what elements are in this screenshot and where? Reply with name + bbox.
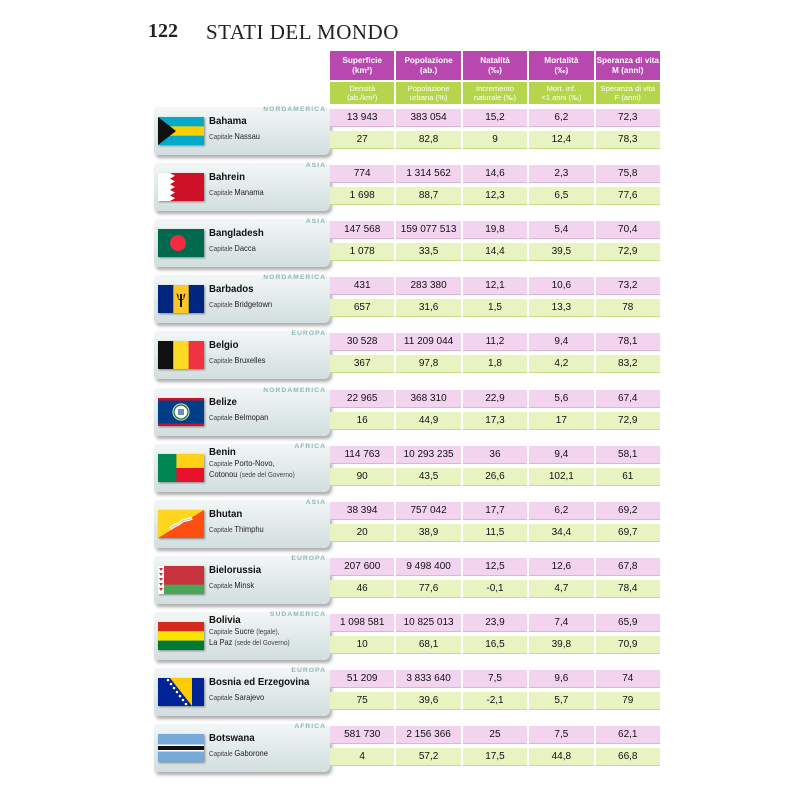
data-row-primary xyxy=(330,221,660,239)
country-capital xyxy=(209,300,272,311)
header-speranza-m: Speranza di vita M (anni) xyxy=(596,51,660,80)
botswana-flag xyxy=(158,734,204,762)
capital-name: Belmopan xyxy=(234,412,269,422)
belgium-flag xyxy=(158,341,204,369)
cell-popolazione-urbana: 43,5 xyxy=(396,468,460,486)
country-entry-bhutan xyxy=(148,500,663,548)
country-capital xyxy=(209,693,264,704)
cell-superficie: 38 394 xyxy=(330,502,394,520)
country-capital xyxy=(209,525,264,536)
country-name: Bosnia ed Erzegovina xyxy=(209,676,310,688)
data-row-primary xyxy=(330,277,660,295)
cell-popolazione-urbana: 88,7 xyxy=(396,187,460,205)
cell-popolazione-urbana: 33,5 xyxy=(396,243,460,261)
continent-label: SUDAMERICA xyxy=(269,610,326,618)
cell-popolazione-urbana: 82,8 xyxy=(396,131,460,149)
capital-name: Bruxelles xyxy=(234,356,266,366)
cell-natalita: 14,6 xyxy=(463,165,527,183)
country-name-box xyxy=(154,219,330,267)
country-name: Belize xyxy=(209,395,237,408)
country-data xyxy=(330,165,660,205)
cell-popolazione-urbana: 97,8 xyxy=(396,355,460,373)
cell-popolazione: 9 498 400 xyxy=(396,558,460,576)
capital-prefix: Capitale xyxy=(209,628,235,636)
country-capital xyxy=(209,459,295,481)
cell-incremento-naturale: 1,5 xyxy=(463,299,527,317)
cell-incremento-naturale: 16,5 xyxy=(463,636,527,654)
cell-mortalita-infantile: 39,5 xyxy=(529,243,593,261)
capital-prefix: Capitale xyxy=(209,246,235,254)
cell-incremento-naturale: 17,5 xyxy=(463,748,527,766)
country-name: Bhutan xyxy=(209,507,243,520)
cell-popolazione: 283 380 xyxy=(396,277,460,295)
cell-superficie: 114 763 xyxy=(330,446,394,464)
country-data xyxy=(330,558,660,598)
cell-speranza-f: 78 xyxy=(596,299,660,317)
country-name-box xyxy=(154,612,330,660)
country-data xyxy=(330,726,660,766)
page-title: STATI DEL MONDO xyxy=(206,20,399,44)
country-name: Bielorussia xyxy=(209,563,262,576)
cell-mortalita-infantile: 12,4 xyxy=(529,131,593,149)
cell-mortalita: 12,6 xyxy=(529,558,593,576)
country-name-box xyxy=(154,500,330,548)
country-entry-botswana xyxy=(148,724,663,772)
cell-incremento-naturale: -0,1 xyxy=(463,580,527,598)
cell-speranza-f: 69,7 xyxy=(596,524,660,542)
cell-popolazione: 159 077 513 xyxy=(396,221,460,239)
country-name: Benin xyxy=(209,445,236,458)
cell-speranza-m: 78,1 xyxy=(596,333,660,351)
cell-incremento-naturale: 26,6 xyxy=(463,468,527,486)
country-data xyxy=(330,614,660,654)
benin-flag xyxy=(158,454,204,482)
cell-popolazione: 383 054 xyxy=(396,109,460,127)
cell-popolazione: 10 825 013 xyxy=(396,614,460,632)
capital-prefix: Capitale xyxy=(209,695,235,702)
cell-densita: 1 078 xyxy=(330,243,394,261)
cell-natalita: 23,9 xyxy=(463,614,527,632)
cell-mortalita: 9,4 xyxy=(529,446,593,464)
cell-mortalita-infantile: 39,8 xyxy=(529,636,593,654)
cell-densita: 90 xyxy=(330,468,394,486)
capital-prefix: Capitale xyxy=(209,302,235,310)
capital-note-secondary: (sede del Governo) xyxy=(234,639,290,647)
cell-densita: 20 xyxy=(330,524,394,542)
continent-label: ASIA xyxy=(305,162,326,170)
capital-name: Minsk xyxy=(234,580,255,590)
header-row-primary xyxy=(330,51,660,80)
cell-densita: 16 xyxy=(330,412,394,430)
capital-name: Bridgetown xyxy=(234,300,273,310)
country-entry-bahrein xyxy=(148,163,663,211)
data-row-secondary xyxy=(330,187,660,205)
header-popolazione: Popolazione (ab.) xyxy=(396,51,460,80)
cell-natalita: 12,5 xyxy=(463,558,527,576)
cell-popolazione: 757 042 xyxy=(396,502,460,520)
cell-superficie: 207 600 xyxy=(330,558,394,576)
cell-speranza-m: 72,3 xyxy=(596,109,660,127)
capital-name-secondary: Cotonou xyxy=(209,469,238,479)
header-incremento-naturale: Incremento naturale (‰) xyxy=(463,82,527,104)
cell-mortalita: 6,2 xyxy=(529,502,593,520)
cell-natalita: 11,2 xyxy=(463,333,527,351)
country-entry-bangladesh xyxy=(148,219,663,267)
cell-mortalita-infantile: 44,8 xyxy=(529,748,593,766)
cell-speranza-m: 67,8 xyxy=(596,558,660,576)
country-capital xyxy=(209,627,290,649)
data-row-secondary xyxy=(330,243,660,261)
cell-popolazione: 10 293 235 xyxy=(396,446,460,464)
country-capital xyxy=(209,749,268,760)
cell-mortalita-infantile: 4,7 xyxy=(529,580,593,598)
cell-natalita: 12,1 xyxy=(463,277,527,295)
country-entry-barbados xyxy=(148,275,663,323)
cell-densita: 10 xyxy=(330,636,394,654)
country-entry-bosnia-ed-erzegovina xyxy=(148,668,663,716)
cell-popolazione-urbana: 39,6 xyxy=(396,692,460,710)
data-row-primary xyxy=(330,558,660,576)
country-entry-bahama xyxy=(148,107,663,155)
continent-label: AFRICA xyxy=(294,723,326,731)
cell-speranza-m: 74 xyxy=(596,670,660,688)
cell-superficie: 51 209 xyxy=(330,670,394,688)
cell-mortalita: 5,4 xyxy=(529,221,593,239)
header-popolazione-urbana: Popolazione urbana (%) xyxy=(396,82,460,104)
continent-label: NORDAMERICA xyxy=(263,386,326,394)
cell-incremento-naturale: 11,5 xyxy=(463,524,527,542)
cell-superficie: 431 xyxy=(330,277,394,295)
country-name-box xyxy=(154,444,330,492)
country-data xyxy=(330,670,660,710)
country-capital xyxy=(209,244,256,255)
belarus-flag xyxy=(158,566,204,594)
continent-label: EUROPA xyxy=(291,554,326,562)
cell-incremento-naturale: 17,3 xyxy=(463,412,527,430)
barbados-flag xyxy=(158,285,204,313)
cell-natalita: 22,9 xyxy=(463,390,527,408)
country-name-box xyxy=(154,275,330,323)
header-mortalita-infantile: Mort. inf. <1 anni (‰) xyxy=(529,82,593,104)
cell-speranza-f: 70,9 xyxy=(596,636,660,654)
cell-natalita: 36 xyxy=(463,446,527,464)
data-row-secondary xyxy=(330,468,660,486)
country-capital xyxy=(209,132,260,143)
country-name: Bangladesh xyxy=(209,227,264,240)
bhutan-flag xyxy=(158,510,204,538)
country-capital xyxy=(209,356,265,367)
cell-superficie: 13 943 xyxy=(330,109,394,127)
cell-speranza-f: 77,6 xyxy=(596,187,660,205)
cell-mortalita-infantile: 102,1 xyxy=(529,468,593,486)
cell-mortalita: 10,6 xyxy=(529,277,593,295)
bahamas-flag xyxy=(158,117,204,145)
data-row-secondary xyxy=(330,580,660,598)
header-natalita: Natalità (‰) xyxy=(463,51,527,80)
bangladesh-flag xyxy=(158,229,204,257)
cell-mortalita: 9,6 xyxy=(529,670,593,688)
cell-densita: 657 xyxy=(330,299,394,317)
cell-popolazione-urbana: 57,2 xyxy=(396,748,460,766)
cell-speranza-f: 78,4 xyxy=(596,580,660,598)
cell-mortalita-infantile: 5,7 xyxy=(529,692,593,710)
capital-prefix: Capitale xyxy=(209,358,235,366)
country-data xyxy=(330,333,660,373)
country-name-box xyxy=(154,163,330,211)
continent-label: ASIA xyxy=(305,218,326,226)
continent-label: EUROPA xyxy=(291,330,326,338)
country-name: Bahama xyxy=(209,115,247,127)
cell-superficie: 581 730 xyxy=(330,726,394,744)
cell-speranza-f: 72,9 xyxy=(596,243,660,261)
capital-name: Nassau xyxy=(234,132,260,141)
cell-mortalita: 9,4 xyxy=(529,333,593,351)
continent-label: AFRICA xyxy=(294,442,326,450)
cell-speranza-f: 78,3 xyxy=(596,131,660,149)
continent-label: NORDAMERICA xyxy=(263,106,326,113)
header-densita: Densità (ab./km²) xyxy=(330,82,394,104)
capital-name: Dacca xyxy=(234,244,256,254)
country-entry-bielorussia xyxy=(148,556,663,604)
cell-natalita: 19,8 xyxy=(463,221,527,239)
cell-superficie: 22 965 xyxy=(330,390,394,408)
country-name-box xyxy=(154,388,330,436)
capital-name: Porto-Novo, xyxy=(234,458,275,468)
cell-superficie: 1 098 581 xyxy=(330,614,394,632)
capital-prefix: Capitale xyxy=(209,582,235,590)
continent-label: EUROPA xyxy=(291,667,326,674)
cell-popolazione: 368 310 xyxy=(396,390,460,408)
country-entry-belize xyxy=(148,388,663,436)
country-capital xyxy=(209,581,254,592)
country-data xyxy=(330,277,660,317)
data-row-primary xyxy=(330,670,660,688)
country-name-box xyxy=(154,724,330,772)
cell-mortalita: 6,2 xyxy=(529,109,593,127)
cell-incremento-naturale: 12,3 xyxy=(463,187,527,205)
data-row-primary xyxy=(330,165,660,183)
country-name: Belgio xyxy=(209,339,239,352)
data-row-secondary xyxy=(330,524,660,542)
cell-densita: 1 698 xyxy=(330,187,394,205)
country-entry-benin xyxy=(148,444,663,492)
cell-incremento-naturale: -2,1 xyxy=(463,692,527,710)
data-row-primary xyxy=(330,390,660,408)
data-row-secondary xyxy=(330,355,660,373)
header-row-secondary xyxy=(330,82,660,104)
data-row-secondary xyxy=(330,692,660,710)
capital-prefix: Capitale xyxy=(209,460,235,468)
cell-superficie: 147 568 xyxy=(330,221,394,239)
country-capital xyxy=(209,413,268,424)
cell-speranza-f: 66,8 xyxy=(596,748,660,766)
cell-incremento-naturale: 1,8 xyxy=(463,355,527,373)
cell-popolazione-urbana: 77,6 xyxy=(396,580,460,598)
cell-speranza-m: 62,1 xyxy=(596,726,660,744)
cell-incremento-naturale: 14,4 xyxy=(463,243,527,261)
cell-incremento-naturale: 9 xyxy=(463,131,527,149)
capital-name: Thimphu xyxy=(234,524,264,534)
country-name-box xyxy=(154,668,330,716)
country-data xyxy=(330,221,660,261)
cell-densita: 4 xyxy=(330,748,394,766)
capital-name: Manama xyxy=(234,188,264,198)
cell-mortalita-infantile: 6,5 xyxy=(529,187,593,205)
capital-prefix: Capitale xyxy=(209,526,235,534)
cell-speranza-m: 65,9 xyxy=(596,614,660,632)
cell-speranza-m: 73,2 xyxy=(596,277,660,295)
cell-mortalita-infantile: 4,2 xyxy=(529,355,593,373)
data-row-secondary xyxy=(330,299,660,317)
cell-speranza-m: 69,2 xyxy=(596,502,660,520)
cell-popolazione: 1 314 562 xyxy=(396,165,460,183)
table-header xyxy=(330,51,660,104)
capital-name: Gaborone xyxy=(234,749,268,759)
belize-flag xyxy=(158,398,204,426)
capital-name: Sucre xyxy=(234,626,255,636)
cell-mortalita: 7,5 xyxy=(529,726,593,744)
cell-superficie: 30 528 xyxy=(330,333,394,351)
cell-popolazione: 11 209 044 xyxy=(396,333,460,351)
cell-popolazione-urbana: 31,6 xyxy=(396,299,460,317)
country-data xyxy=(330,446,660,486)
cell-speranza-m: 70,4 xyxy=(596,221,660,239)
data-row-primary xyxy=(330,726,660,744)
header-superficie: Superficie (km²) xyxy=(330,51,394,80)
country-name: Bolivia xyxy=(209,613,241,626)
country-data xyxy=(330,502,660,542)
cell-natalita: 7,5 xyxy=(463,670,527,688)
cell-natalita: 25 xyxy=(463,726,527,744)
continent-label: NORDAMERICA xyxy=(263,274,326,282)
bahrain-flag xyxy=(158,173,204,201)
cell-natalita: 17,7 xyxy=(463,502,527,520)
capital-prefix: Capitale xyxy=(209,414,235,422)
data-row-secondary xyxy=(330,131,660,149)
continent-label: ASIA xyxy=(305,498,326,506)
data-row-primary xyxy=(330,446,660,464)
cell-mortalita-infantile: 34,4 xyxy=(529,524,593,542)
cell-popolazione: 3 833 640 xyxy=(396,670,460,688)
data-row-secondary xyxy=(330,748,660,766)
data-row-secondary xyxy=(330,636,660,654)
header-mortalita: Mortalità (‰) xyxy=(529,51,593,80)
cell-densita: 367 xyxy=(330,355,394,373)
cell-speranza-m: 75,8 xyxy=(596,165,660,183)
cell-speranza-m: 67,4 xyxy=(596,390,660,408)
cell-popolazione-urbana: 68,1 xyxy=(396,636,460,654)
cell-popolazione: 2 156 366 xyxy=(396,726,460,744)
country-name-box xyxy=(154,331,330,379)
cell-densita: 46 xyxy=(330,580,394,598)
cell-mortalita: 7,4 xyxy=(529,614,593,632)
cell-popolazione-urbana: 44,9 xyxy=(396,412,460,430)
data-row-primary xyxy=(330,109,660,127)
country-data xyxy=(330,390,660,430)
capital-prefix: Capitale xyxy=(209,134,235,141)
cell-mortalita-infantile: 17 xyxy=(529,412,593,430)
data-row-primary xyxy=(330,502,660,520)
country-entry-belgio xyxy=(148,331,663,379)
cell-superficie: 774 xyxy=(330,165,394,183)
bolivia-flag xyxy=(158,622,204,650)
bosnia-flag xyxy=(158,678,204,706)
data-row-secondary xyxy=(330,412,660,430)
country-entry-bolivia xyxy=(148,612,663,660)
capital-prefix: Capitale xyxy=(209,190,235,198)
cell-natalita: 15,2 xyxy=(463,109,527,127)
cell-densita: 75 xyxy=(330,692,394,710)
header-speranza-f: Speranza di vita F (anni) xyxy=(596,82,660,104)
cell-mortalita: 2,3 xyxy=(529,165,593,183)
country-capital xyxy=(209,188,264,199)
page-number: 122 xyxy=(148,20,178,42)
data-row-primary xyxy=(330,333,660,351)
country-name: Barbados xyxy=(209,283,254,296)
capital-prefix: Capitale xyxy=(209,751,235,759)
cell-speranza-f: 61 xyxy=(596,468,660,486)
country-name: Bahrein xyxy=(209,171,245,184)
data-row-primary xyxy=(330,614,660,632)
cell-speranza-f: 83,2 xyxy=(596,355,660,373)
cell-speranza-f: 79 xyxy=(596,692,660,710)
cell-mortalita-infantile: 13,3 xyxy=(529,299,593,317)
cell-densita: 27 xyxy=(330,131,394,149)
capital-name: Sarajevo xyxy=(234,693,265,702)
cell-speranza-f: 72,9 xyxy=(596,412,660,430)
cell-mortalita: 5,6 xyxy=(529,390,593,408)
country-data xyxy=(330,109,660,149)
country-name-box xyxy=(154,556,330,604)
cell-popolazione-urbana: 38,9 xyxy=(396,524,460,542)
cell-speranza-m: 58,1 xyxy=(596,446,660,464)
country-name-box xyxy=(154,107,330,155)
capital-note-secondary: (sede del Governo) xyxy=(239,471,295,479)
country-name: Botswana xyxy=(209,732,255,745)
capital-name-secondary: La Paz xyxy=(209,637,233,647)
capital-note: (legale), xyxy=(256,628,280,636)
